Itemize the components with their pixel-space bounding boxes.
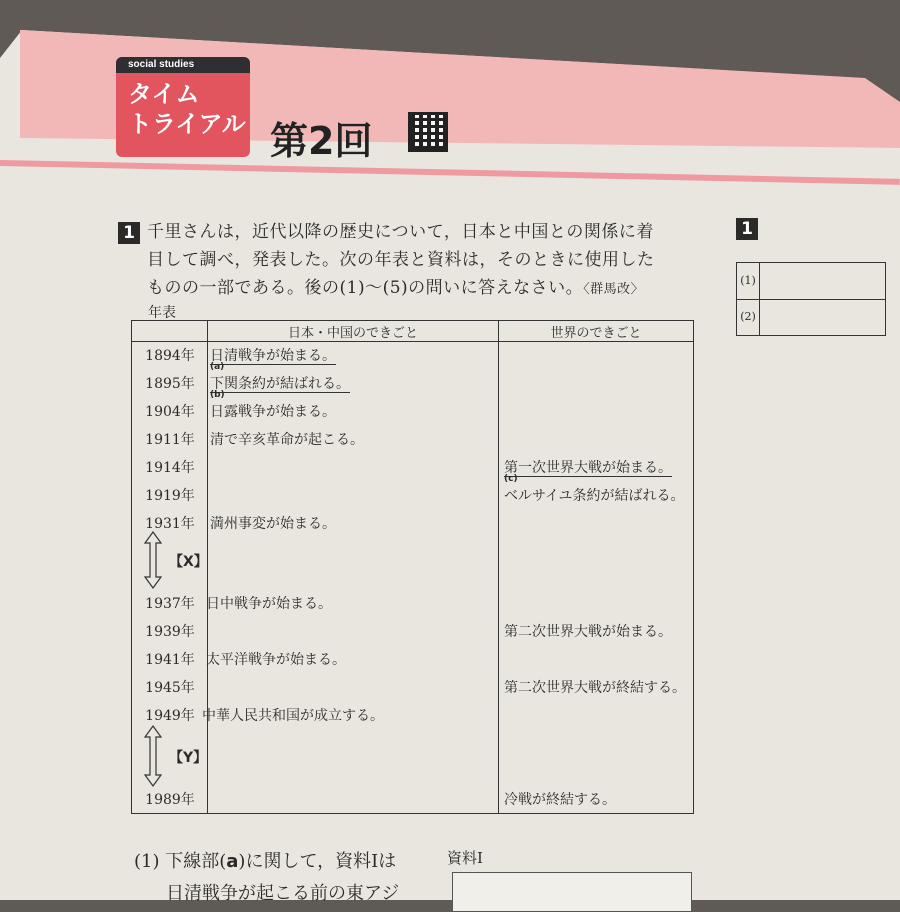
- year-1949: 1949年: [145, 708, 195, 724]
- year-1989: 1989年: [145, 792, 195, 808]
- col-header-japan-china: 日本・中国のできごと: [287, 326, 418, 341]
- year-1919: 1919年: [145, 488, 195, 504]
- answer-row-1[interactable]: [737, 263, 885, 300]
- event-1911: 清で辛亥革命が起こる。: [210, 432, 364, 448]
- sub-question-line2: 日清戦争が起こる前の東アジ: [166, 883, 400, 904]
- question-intro: [147, 218, 692, 304]
- world-1945: 第二次世界大戦が終結する。: [504, 680, 686, 696]
- event-1895-text: 下関条約が結ばれる。: [210, 376, 350, 392]
- intro-line-1: 千里さんは，近代以降の歴史について，日本と中国との関係に着: [147, 222, 654, 242]
- intro-line-3: [147, 274, 692, 304]
- year-1931: 1931年: [145, 516, 195, 532]
- year-1911: 1911年: [145, 432, 195, 448]
- year-1937: 1937年: [145, 596, 195, 612]
- event-1941: 太平洋戦争が始まる。: [206, 652, 346, 668]
- answer-label-2: (2): [737, 299, 760, 335]
- period-x-label: 【X】: [169, 554, 208, 570]
- badge-title-line2: トライアル: [128, 110, 246, 138]
- table-label: 年表: [148, 305, 176, 321]
- event-1895: [210, 373, 350, 393]
- sub-question-text1: 下線部(: [165, 851, 227, 872]
- mark-c: (c): [504, 474, 518, 484]
- subject-label: social studies: [116, 57, 250, 73]
- qr-code-icon: [408, 112, 448, 152]
- event-1937: 日中戦争が始まる。: [206, 596, 332, 612]
- world-1914: [504, 457, 672, 477]
- year-1941: 1941年: [145, 652, 195, 668]
- event-1894: [210, 345, 336, 365]
- event-1931: 満州事変が始まる。: [210, 516, 336, 532]
- event-1904: 日露戦争が始まる。: [210, 404, 336, 420]
- period-y-label: 【Y】: [169, 750, 208, 766]
- sub-question-mark: a: [226, 851, 239, 872]
- source-note: 〈群馬改〉: [583, 282, 645, 297]
- answer-label-1: (1): [737, 263, 760, 299]
- mark-b: (b): [210, 390, 225, 400]
- mark-a: (a): [210, 362, 225, 372]
- year-1939: 1939年: [145, 624, 195, 640]
- timeline-table: [131, 320, 694, 814]
- material-label: 資料Ⅰ: [447, 849, 483, 867]
- year-1895: 1895年: [145, 376, 195, 392]
- world-1914-text: 第一次世界大戦が始まる。: [504, 460, 672, 476]
- intro-line-2: 目して調べ，発表した。次の年表と資料は，そのときに使用した: [147, 250, 655, 270]
- sub-question-line1: [134, 846, 434, 878]
- world-1939: 第二次世界大戦が始まる。: [504, 624, 672, 640]
- badge-title-line1: タイム: [128, 80, 200, 108]
- event-1894-text: 日清戦争が始まる。: [210, 348, 336, 364]
- period-y-arrow-icon: [144, 725, 162, 787]
- answer-box: [736, 262, 886, 336]
- year-1945: 1945年: [145, 680, 195, 696]
- world-column-divider: [498, 321, 499, 813]
- world-1919: ベルサイユ条約が結ばれる。: [504, 488, 685, 504]
- sub-question-text2: )に関して，資料Ⅰは: [238, 851, 397, 872]
- answer-question-number: 1: [736, 218, 758, 240]
- period-x-arrow-icon: [144, 531, 162, 589]
- round-title: 第2回: [270, 119, 373, 163]
- intro-line-3-text: ものの一部である。後の(1)～(5)の問いに答えなさい。: [147, 278, 584, 298]
- sub-question-prefix: (1): [134, 851, 160, 872]
- year-1914: 1914年: [145, 460, 195, 476]
- year-1904: 1904年: [145, 404, 195, 420]
- material-illustration: [452, 872, 692, 912]
- time-trial-badge: [116, 57, 250, 157]
- answer-row-2[interactable]: [737, 299, 885, 335]
- world-1989: 冷戦が終結する。: [504, 792, 616, 808]
- col-header-world: 世界のできごと: [550, 326, 642, 341]
- question-number: 1: [118, 222, 140, 244]
- sub-question-1: [134, 846, 434, 910]
- header-row-divider: [132, 341, 693, 342]
- event-1949: 中華人民共和国が成立する。: [202, 708, 384, 724]
- year-1894: 1894年: [145, 348, 195, 364]
- badge-title: [116, 73, 250, 139]
